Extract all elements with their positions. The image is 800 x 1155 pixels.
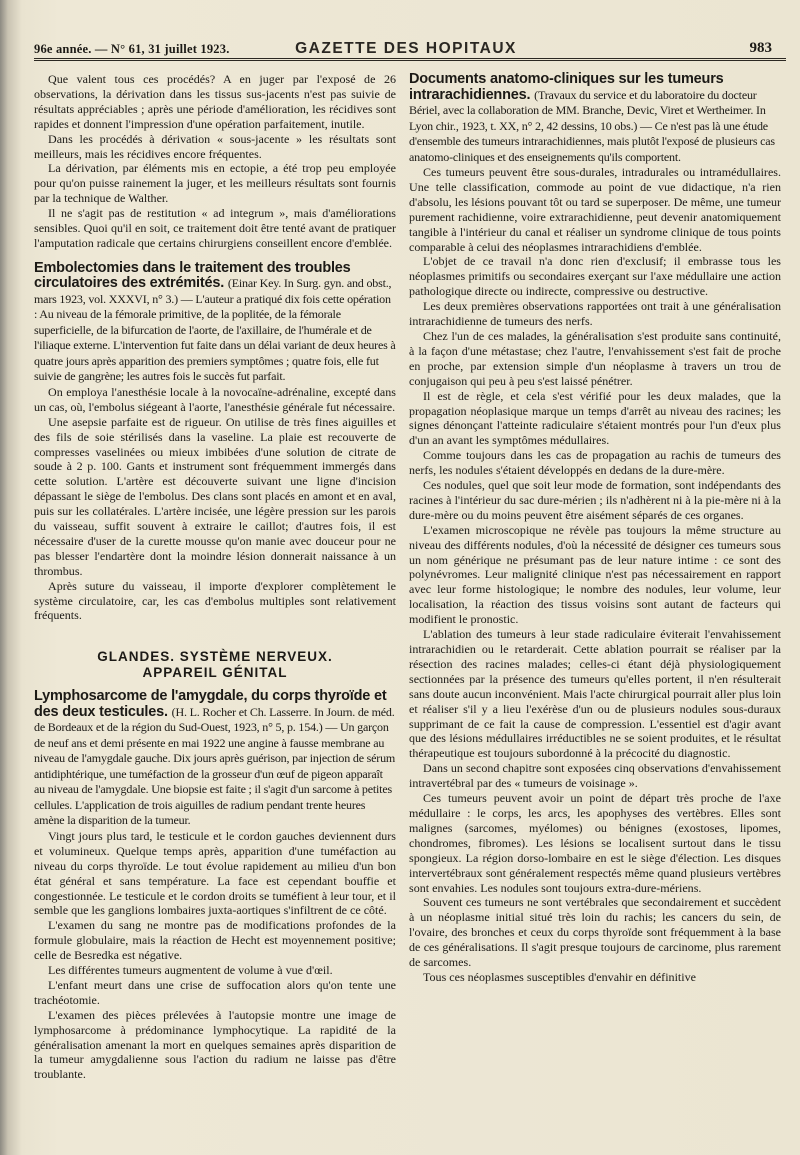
section-heading-line-2: APPAREIL GÉNITAL [142, 665, 288, 681]
paragraph: Vingt jours plus tard, le testicule et le cordon gauches deviennent durs et volumineux. Quelque temps après, apparition d'une tuméfaction au niveau du corps thyroïde. Le tout évolue rapidement au milieu d'un bon état général et sans température. La face est cependant bouffie et congestionnée. Le testicule et le cordon droits se tuméfient à leur tour, et il semble que les ganglions lombaires juxta-aortiques s'infiltrent de ce côté. [34, 828, 396, 918]
section-heading-line-1: GLANDES. SYSTÈME NERVEUX. [97, 649, 333, 665]
paragraph: Comme toujours dans les cas de propagation au rachis de tumeurs des nerfs, les nodules s'étaient développés en dedans de la dure-mère. [409, 448, 781, 478]
paragraph: Les différentes tumeurs augmentent de volume à vue d'œil. [48, 963, 333, 978]
article-intro: — Un garçon de neuf ans et demi présente en mai 1922 une angine à fausse membrane au niveau de l'amygdale gauche. Dix jours après guérison, par injection de sérum antidiphtérique, une tuméfaction de la grosseur d'un œuf de pigeon apparaît au niveau de l'amygdale. Une biopsie est faite ; il s'agit d'un sarcome à petites cellules. L'application de trois aiguilles de radium pendant trente heures amène la disparition de la tumeur. [34, 720, 396, 828]
paragraph: Ces nodules, quel que soit leur mode de formation, sont indépendants des racines à l'intérieur du sac dure-mérien ; ils n'adhèrent ni à la pie-mère ni à la dure-mère ou du moins peuvent être aisément séparés de ces organes. [409, 478, 781, 522]
article-title-text: Lymphosarcome de l'amygdale, du corps thyroïde et des deux testicules. [34, 688, 387, 720]
article-intro: — L'auteur a pratiqué dix fois cette opération : Au niveau de la fémorale primitive, de la poplitée, de la fémorale superficielle, de la bifurcation de l'aorte, de l'axillaire, de l'humérale et de l'iliaque externe. L'intervention fut faite dans un délai variant de deux heures à quatre jours après apparition des premiers symptômes ; quatre fois, elle fut suivie de gangrène; les autres fois le succès fut parfait. [34, 291, 396, 384]
paragraph: L'ablation des tumeurs à leur stade radiculaire éviterait l'envahissement intrarachidien ou le retarderait. Cette ablation pourrait se réaliser par la résection des racines malades; celles-ci étant déjà physiologiquement sectionnées par la présence des tumeurs qu'elles portent, il n'en résulterait sans doute aucun inconvénient. Mais l'acte chirurgical pourrait aller plus loin et réaliser s'il y a lieu l'exérèse d'un ou de plusieurs nodules sous-duraux supprimant de ce fait la cause de compression. L'essentiel est d'agir avant que des lésions médullaires irréductibles ne se soient produites, et le résultat thérapeutique est toujours subordonné à la précocité du diagnostic. [409, 627, 781, 761]
article-title-text: Embolectomies dans le traitement des troubles circulatoires des extrémités. [34, 259, 351, 292]
paragraph: L'objet de ce travail n'a donc rien d'exclusif; il embrasse tous les néoplasmes primitifs ou secondaires exerçant sur l'axe médullaire une action pathologique directe ou indirecte, compressive ou destructive. [409, 254, 781, 299]
paragraph: L'examen du sang ne montre pas de modifications profondes de la formule globulaire, mais la réaction de Hecht est moyennement positive; celle de Besredka est négative. [34, 918, 396, 963]
paragraph: On employa l'anesthésie locale à la novocaïne-adrénaline, excepté dans un cas, où, l'embolus siégeant à l'aorte, l'anesthésie générale fut nécessaire. [34, 384, 396, 414]
section-heading [34, 649, 396, 681]
page-header [34, 28, 778, 68]
paragraph: Que valent tous ces procédés? A en juger par l'exposé de 26 observations, la dérivation dans les tissus sus-jacents n'est pas suivie de résultats appréciables ; après une période d'amélioration, les récidives sont rapides et donnent l'impression d'une opération parfaitement, inutile. [34, 72, 396, 131]
paragraph: La dérivation, par éléments mis en ectopie, a été trop peu employée pour qu'on puisse rainement la juger, et les meilleurs résultats sont fournis par la technique de Walther. [34, 161, 396, 206]
paragraph: Il est de règle, et cela s'est vérifié pour les deux malades, que la propagation néoplasique marque un temps d'arrêt au niveau des racines; les signes dénonçant l'atteinte radiculaire s'étaient montrés pour l'un d'eux plus d'un an avant les symptômes médullaires. [409, 388, 781, 448]
article-title-tumeurs [409, 72, 781, 165]
article-title-lymphosarcome [34, 689, 396, 829]
article-reference: (Einar Key. In Surg. gyn. and obst., mars 1923, vol. XXXVI, n° 3.) [34, 276, 392, 306]
paragraph: Chez l'un de ces malades, la généralisation s'est produite sans continuité, à la façon d'une métastase; chez l'autre, l'envahissement s'est fait de proche en proche, par extension simple d'un néoplasme à travers un trou de conjugaison qui peu à peu s'est laissé pénétrer. [409, 328, 781, 388]
journal-title: GAZETTE DES HOPITAUX [295, 40, 517, 57]
paragraph: Une asepsie parfaite est de rigueur. On utilise de très fines aiguilles et des fils de soie stérilisés dans la vaseline. La plaie est recouverte de compresses vaselinées ou mieux imbibées d'une solution de citrate de soude à 2 p. 100. Gants et instrument sont fréquemment immergés dans cette solution. L'artère est découverte suivant une ligne d'incision dépassant le siège de l'embolus. Des clans sont placés en amont et en aval, puis sur les collatérales. L'artère incisée, une légère pression sur les parois du vaisseau, suffit souvent à extraire le caillot; d'autres fois, il est nécessaire d'user de la curette mousse qu'on manie avec douceur pour ne pas blesser l'endartère dont la moindre lésion donnerait naissance à un thrombus. [34, 414, 396, 578]
left-column [34, 72, 396, 1082]
paragraph: L'examen microscopique ne révèle pas toujours la même structure au niveau des différents nodules, d'où la nécessité de désigner ces tumeurs sous un nom générique ne présumant pas de leur nature intime : ce sont des polynévromes. Leur malignité clinique n'est pas nécessairement en rapport avec leur forme histologique; le nombre des nodules, leur volume, leur localisation, la réaction des tissus voisins sont autant de facteurs qui modifient le pronostic. [409, 522, 781, 627]
issue-info: 96e année. — N° 61, 31 juillet 1923. [34, 42, 230, 56]
paragraph: L'examen des pièces prélevées à l'autopsie montre une image de lymphosarcome à prédominance lymphocytique. La rapidité de la généralisation amenant la mort en quelques semaines après disparition de la tumeur amygdalienne sous l'action du radium ne laisse pas d'être troublante. [34, 1007, 396, 1082]
paragraph: Dans les procédés à dérivation « sous-jacente » les résultats sont meilleurs, mais les récidives encore fréquentes. [34, 131, 396, 161]
article-reference: (H. L. Rocher et Ch. Lasserre. In Journ. de méd. de Bordeaux et de la région du Sud-Ouest, 1923, n° 5, p. 154.) [34, 704, 395, 735]
paragraph: L'enfant meurt dans une crise de suffocation alors qu'on tente une trachéotomie. [34, 977, 396, 1007]
paragraph: Dans un second chapitre sont exposées cinq observations d'envahissement intravertébral par des « tumeurs de voisinage ». [409, 761, 781, 791]
paragraph: Ces tumeurs peuvent avoir un point de départ très proche de l'axe médullaire : le corps, les arcs, les apophyses des vertèbres. Elles sont malignes (sarcomes, myélomes) ou bénignes (exostoses, lipomes, chondromes, fibromes). Les lésions se localisent surtout dans le tissu spongieux. La région dorso-lombaire en est le siège d'élection. Les disques intervertébraux sont généralement respectés même quand plusieurs vertèbres sont envahies. Les nodules sont toujours extra-dure-mériens. [409, 791, 781, 895]
article-title-embolectomies [34, 261, 396, 385]
article-reference: (Travaux du service et du laboratoire du docteur Bériel, avec la collaboration de MM. Branche, Devic, Viret et Wertheimer. In Lyon chir., 1923, t. XX, n° 2, 42 dessins, 10 obs.) [409, 87, 766, 133]
paragraph: Souvent ces tumeurs ne sont vertébrales que secondairement et succèdent à un néoplasme initial situé très loin du rachis; les cancers du sein, de l'ovaire, des bronches et ceux du corps thyroïde sont fréquemment à la base de ces généralisations. Il s'agit presque toujours de carcinome, plus rarement de sarcomes. [409, 895, 781, 970]
paragraph: Ces tumeurs peuvent être sous-durales, intradurales ou intramédullaires. Une telle classification, commode au point de vue didactique, n'a rien d'absolu, les lésions pouvant tôt ou tard se superposer. De même, une tumeur purement rachidienne, voire extrarachidienne, peut devenir anatomiquement tangible à l'intérieur du canal et réaliser un syndrome clinique de tous points comparable à celui des néoplasmes intrarachidiens d'emblée. [409, 165, 781, 254]
page-number: 983 [749, 40, 772, 56]
article-intro: — Ce n'est pas là une étude d'ensemble des tumeurs intrarachidiennes, mais plutôt l'exposé de plusieurs cas anatomo-cliniques et des enseignements qu'ils comportent. [409, 118, 775, 164]
article-title-text: Documents anatomo-cliniques sur les tumeurs intrarachidiennes. [409, 71, 724, 103]
right-column [409, 72, 781, 985]
header-rule [34, 58, 786, 61]
paragraph: Après suture du vaisseau, il importe d'explorer complètement le système circulatoire, car, les cas d'embolus multiples sont relativement fréquents. [34, 578, 396, 623]
paragraph: Tous ces néoplasmes susceptibles d'envahir en définitive [423, 969, 696, 984]
paragraph: Il ne s'agit pas de restitution « ad integrum », mais d'améliorations sensibles. Quoi qu'il en soit, ce traitement doit être tenté avant de pratiquer l'amputation radicale que certains chirurgiens conseillent encore d'emblée. [34, 206, 396, 250]
paragraph: Les deux premières observations rapportées ont trait à une généralisation intrarachidienne de tumeurs des nerfs. [409, 299, 781, 329]
